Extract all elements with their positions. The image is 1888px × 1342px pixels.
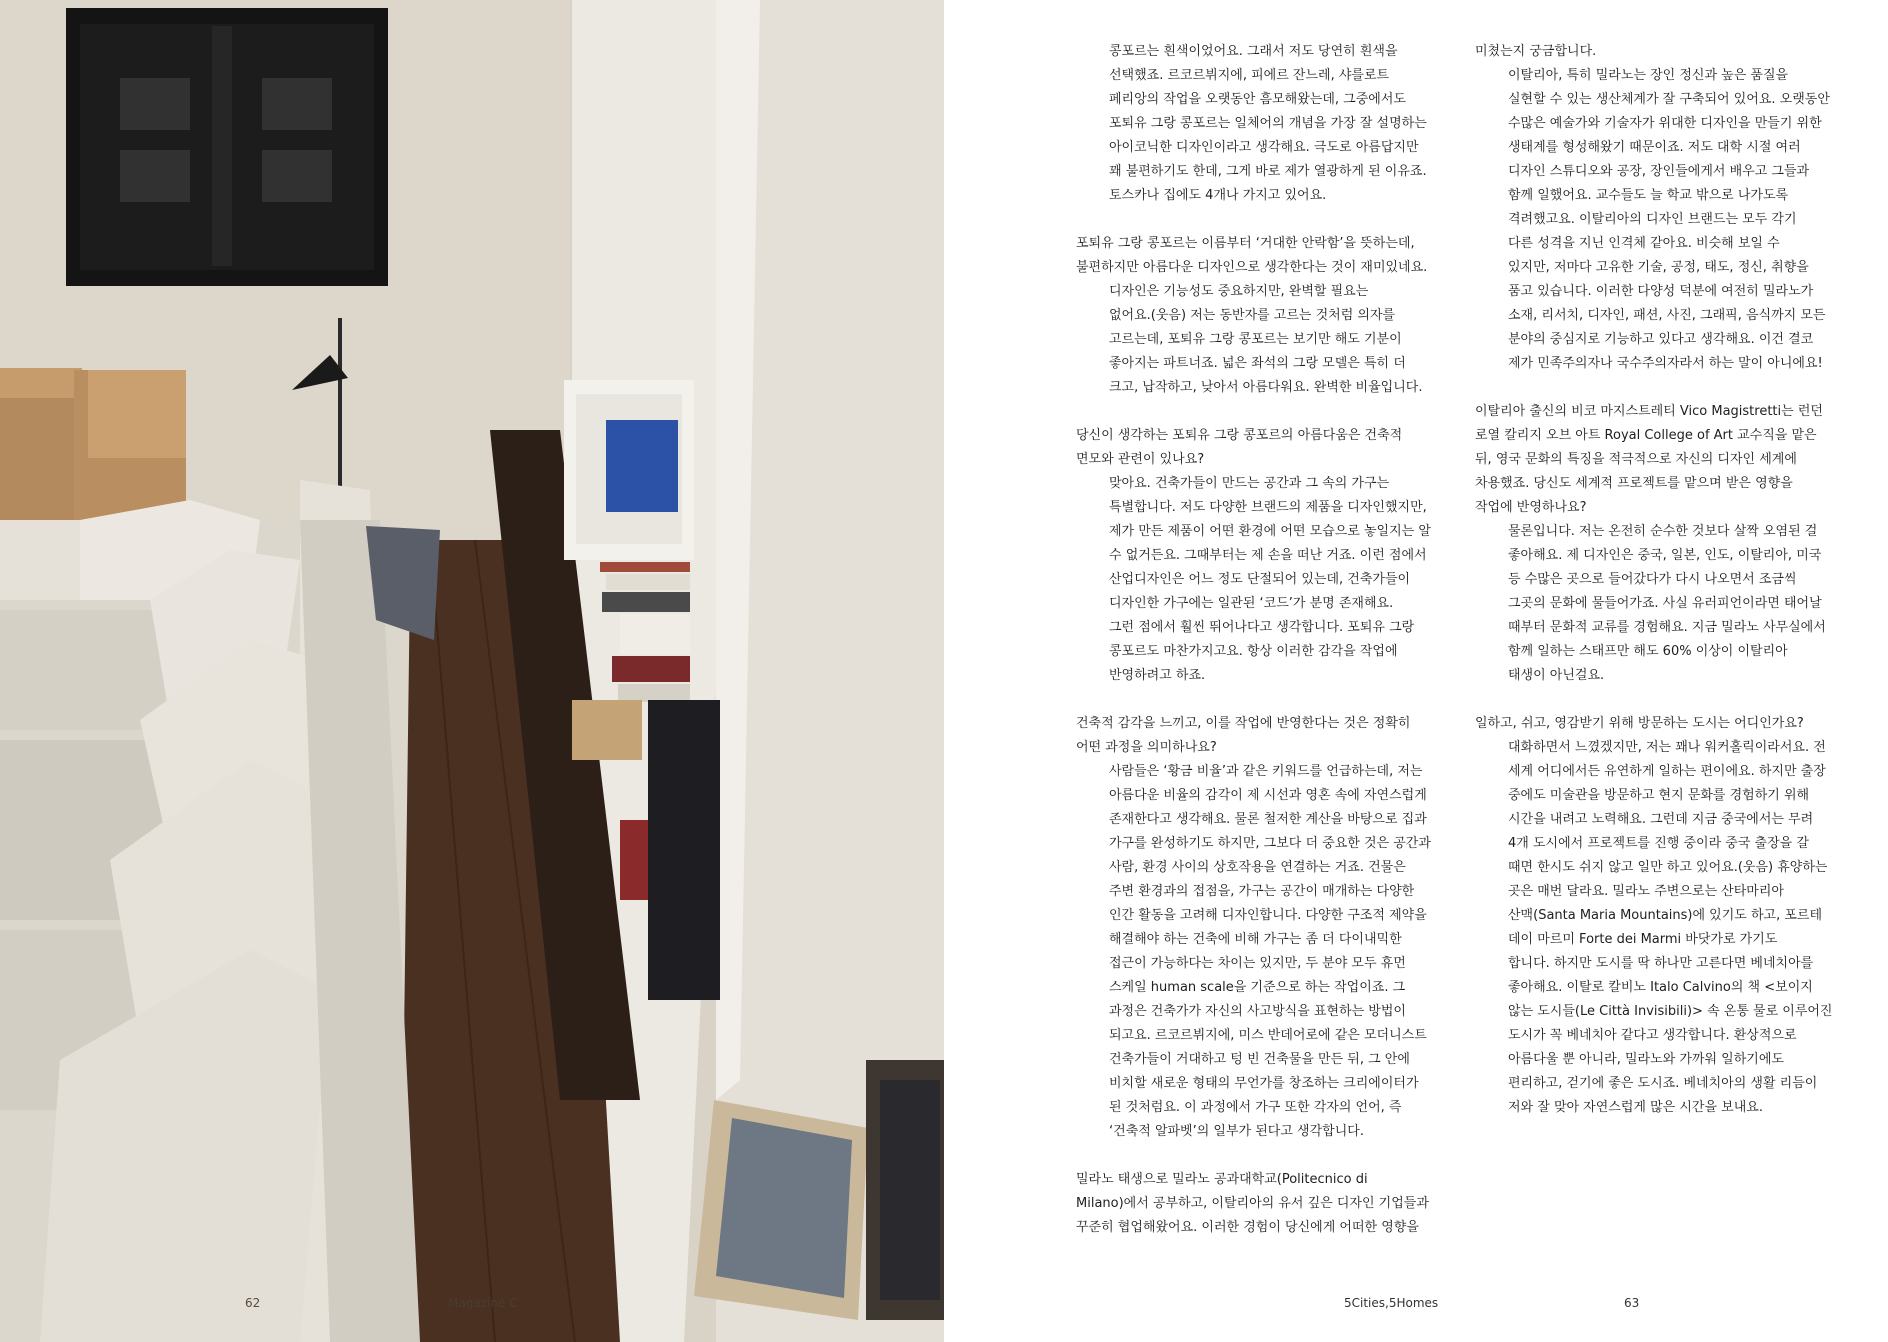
question-text: 이탈리아 출신의 비코 마지스트레티 Vico Magistretti는 런던 로열 칼리지 오브 아트 Royal College of Art 교수직을 맡은 뒤, 영국 문화의 특징을 적극적으로 자신의 디자인 세계에 차용했죠. 당신도 세계적 프로젝트를 맡으며 받은 영향을 작업에 반영하나요? <box>1475 404 1823 515</box>
answer-text: 맞아요. 건축가들이 만드는 공간과 그 속의 가구는 특별합니다. 저도 다양한 브랜드의 제품을 디자인했지만, 제가 만든 제품이 어떤 환경에 어떤 모습으로 놓일지는 알 수 없거든요. 그때부터는 제 손을 떠난 거죠. 이런 점에서 산업디자인은 어느 정도 단절되어 있는데, 건축가들이 디자인한 가구에는 일관된 ‘코드’가 분명 존재해요. 그런 점에서 훨씬 뛰어나다고 생각합니다. 포퇴유 그랑 콩포르도 마찬가지고요. 항상 이러한 감각을 작업에 반영하려고 하죠. <box>1109 476 1431 683</box>
answer-text: 물론입니다. 저는 온전히 순수한 것보다 살짝 오염된 걸 좋아해요. 제 디자인은 중국, 일본, 인도, 이탈리아, 미국 등 수많은 곳으로 들어갔다가 다시 나오면서 조금씩 그곳의 문화에 물들어가죠. 사실 유러피언이라면 태어날 때부터 문화적 교류를 경험해요. 지금 밀라노 사무실에서 함께 일하는 스태프만 해도 60% 이상이 이탈리아 태생이 아닌걸요. <box>1508 524 1826 683</box>
interview-block <box>1076 1168 1442 1240</box>
left-page-number: 62 <box>245 1296 261 1310</box>
question-text: 건축적 감각을 느끼고, 이를 작업에 반영한다는 것은 정확히 어떤 과정을 의미하나요? <box>1076 716 1411 755</box>
text-column-1 <box>1076 40 1442 1264</box>
magazine-name: Magazine C <box>448 1296 518 1310</box>
answer-text: 콩포르는 흰색이었어요. 그래서 저도 당연히 흰색을 선택했죠. 르코르뷔지에, 피에르 잔느레, 샤를로트 페리앙의 작업을 오랫동안 흠모해왔는데, 그중에서도 포퇴유 그랑 콩포르는 일체어의 개념을 가장 잘 설명하는 아이코닉한 디자인이라고 생각해요. 극도로 아름답지만 꽤 불편하기도 한데, 그게 바로 제가 열광하게 된 이유죠. 토스카나 집에도 4개나 가지고 있어요. <box>1109 44 1427 203</box>
sofa <box>0 480 440 1342</box>
interview-block <box>1076 424 1442 688</box>
framed-artwork <box>66 8 388 286</box>
right-page-number: 63 <box>1624 1296 1640 1310</box>
answer-text: 이탈리아, 특히 밀라노는 장인 정신과 높은 품질을 실현할 수 있는 생산체계가 잘 구축되어 있어요. 오랫동안 수많은 예술가와 기술자가 위대한 디자인을 만들기 위한 생태계를 형성해왔기 때문이죠. 저도 대학 시절 여러 디자인 스튜디오와 공장, 장인들에게서 배우고 그들과 함께 일했어요. 교수들도 늘 학교 밖으로 나가도록 격려했고요. 이탈리아의 디자인 브랜드는 모두 각기 다른 성격을 지닌 인격체 같아요. 비슷해 보일 수 있지만, 저마다 고유한 기술, 공정, 태도, 정신, 취향을 품고 있습니다. 이러한 다양성 덕분에 여전히 밀라노가 소재, 리서치, 디자인, 패션, 사진, 그래픽, 음식까지 모든 분야의 중심지로 기능하고 있다고 생각해요. 이건 결코 제가 민족주의자나 국수주의자라서 하는 말이 아니에요! <box>1508 68 1830 371</box>
question-text: 밀라노 태생으로 밀라노 공과대학교(Politecnico di Milano)에서 공부하고, 이탈리아의 유서 깊은 디자인 기업들과 꾸준히 협업해왔어요. 이러한 경험이 당신에게 어떠한 영향을 <box>1076 1172 1429 1235</box>
text-column-2 <box>1475 40 1847 1144</box>
interview-block <box>1076 232 1442 400</box>
interview-page <box>944 0 1888 1342</box>
interview-block <box>1475 712 1847 1120</box>
interview-block <box>1076 712 1442 1144</box>
interview-block <box>1475 400 1847 688</box>
interview-block <box>1076 40 1442 208</box>
answer-text: 대화하면서 느꼈겠지만, 저는 꽤나 워커홀릭이라서요. 전 세계 어디에서든 유연하게 일하는 편이에요. 하지만 출장 중에도 미술관을 방문하고 현지 문화를 경험하기 위해 시간을 내려고 노력해요. 그런데 지금 중국에서는 무려 4개 도시에서 프로젝트를 진행 중이라 중국 출장을 갈 때면 한시도 쉬지 않고 일만 하고 있어요.(웃음) 휴양하는 곳은 매번 달라요. 밀라노 주변으로는 산타마리아 산맥(Santa Maria Mountains)에 있기도 하고, 포르테 데이 마르미 Forte dei Marmi 바닷가로 가기도 합니다. 하지만 도시를 딱 하나만 고른다면 베네치아를 좋아해요. 이탈로 칼비노 Italo Calvino의 책 <보이지 않는 도시들(Le Città Invisibili)> 속 온통 물로 이루어진 도시가 꼭 베네치아 같다고 생각합니다. 환상적으로 아름다울 뿐 아니라, 밀라노와 가까워 일하기에도 편리하고, 걷기에 좋은 도시죠. 베네치아의 생활 리듬이 저와 잘 맞아 자연스럽게 많은 시간을 보내요. <box>1508 740 1833 1115</box>
question-text: 미쳤는지 궁금합니다. <box>1475 44 1597 59</box>
interview-block <box>1475 40 1847 376</box>
question-text: 일하고, 쉬고, 영감받기 위해 방문하는 도시는 어디인가요? <box>1475 716 1804 731</box>
answer-text: 사람들은 ‘황금 비율’과 같은 키워드를 언급하는데, 저는 아름다운 비율의 감각이 제 시선과 영혼 속에 자연스럽게 존재한다고 생각해요. 물론 철저한 계산을 바탕으로 집과 가구를 완성하기도 하지만, 그보다 더 중요한 것은 공간과 사람, 환경 사이의 상호작용을 연결하는 거죠. 건물은 주변 환경과의 접점을, 가구는 공간이 매개하는 다양한 인간 활동을 고려해 디자인합니다. 다양한 구조적 제약을 해결해야 하는 건축에 비해 가구는 좀 더 다이내믹한 접근이 가능하다는 차이는 있지만, 두 분야 모두 휴먼 스케일 human scale을 기준으로 하는 작업이죠. 그 과정은 건축가가 자신의 사고방식을 표현하는 방법이 되고요. 르코르뷔지에, 미스 반데어로에 같은 모더니스트 건축가들이 거대하고 텅 빈 건축물을 만든 뒤, 그 안에 비치할 새로운 형태의 무언가를 창조하는 크리에이터가 된 것처럼요. 이 과정에서 가구 또한 각자의 언어, 즉 ‘건축적 알파벳’의 일부가 된다고 생각합니다. <box>1109 764 1431 1139</box>
series-title: 5Cities,5Homes <box>1344 1296 1439 1310</box>
question-text: 당신이 생각하는 포퇴유 그랑 콩포르의 아름다움은 건축적 면모와 관련이 있나요? <box>1076 428 1403 467</box>
question-text: 포퇴유 그랑 콩포르는 이름부터 ‘거대한 안락함’을 뜻하는데, 불편하지만 아름다운 디자인으로 생각한다는 것이 재미있네요. <box>1076 236 1428 275</box>
answer-text: 디자인은 기능성도 중요하지만, 완벽할 필요는 없어요.(웃음) 저는 동반자를 고르는 것처럼 의자를 고르는데, 포퇴유 그랑 콩포르는 보기만 해도 기분이 좋아지는 파트너죠. 넓은 좌석의 그랑 모델은 특히 더 크고, 납작하고, 낮아서 아름다워요. 완벽한 비율입니다. <box>1109 284 1423 395</box>
